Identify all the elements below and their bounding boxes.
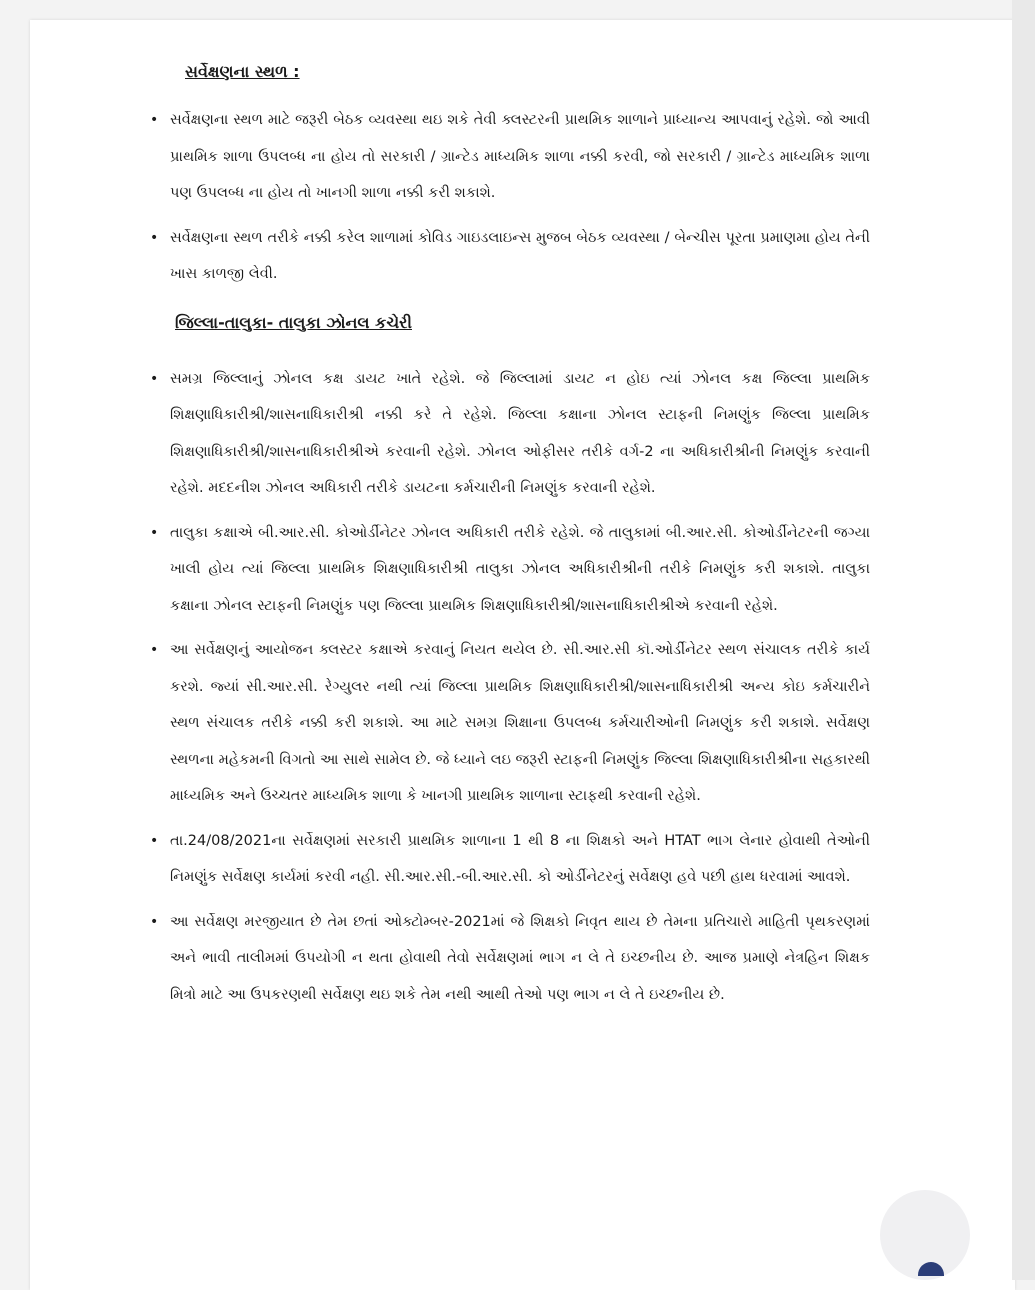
bullet-icon: • bbox=[150, 370, 159, 387]
bullet-icon: • bbox=[150, 832, 159, 849]
document-content bbox=[150, 60, 870, 1021]
bullet-icon: • bbox=[150, 642, 159, 658]
list-item bbox=[150, 904, 870, 1014]
list-item bbox=[150, 515, 870, 625]
list-item bbox=[150, 102, 870, 212]
section-heading-zonal-office: જિલ્લા-તાલુકા- તાલુકા ઝોનલ કચેરી bbox=[175, 312, 412, 332]
bullet-icon: • bbox=[150, 112, 159, 128]
list-item-text: આ સર્વેક્ષણનું આયોજન ક્લસ્ટર કક્ષાએ કરવાનું નિયત થયેલ છે. સી.આર.સી કૉ.ઓર્ડીનેટર સ્થળ સંચાલક તરીકે કાર્ય કરશે. જ્યાં સી.આર.સી. રેગ્યુલર નથી ત્યાં જિલ્લા પ્રાથમિક શિક્ષણાધિકારીશ્રી/શાસનાધિકારીશ્રી અન્ય કોઇ કર્મચારીને સ્થળ સંચાલક તરીકે નક્કી કરી શકાશે. આ માટે સમગ્ર શિક્ષાના ઉપલબ્ધ કર્મચારીઓની નિમણુંક કરી શકાશે. સર્વેક્ષણ સ્થળના મહેકમની વિગતો આ સાથે સામેલ છે. જે ધ્યાને લઇ જરૂરી સ્ટાફની નિમણુંક જિલ્લા શિક્ષણાધિકારીશ્રીના સહકારથી માધ્યમિક અને ઉચ્ચતર માધ્યમિક શાળા કે ખાનગી પ્રાથમિક શાળાના સ્ટાફથી કરવાની રહેશે. bbox=[170, 642, 870, 804]
bullet-icon: • bbox=[150, 524, 159, 541]
list-item-text: સર્વેક્ષણના સ્થળ માટે જરૂરી બેઠક વ્યવસ્થા થઇ શકે તેવી ક્લસ્ટરની પ્રાથમિક શાળાને પ્રાધ્યાન્ય આપવાનું રહેશે. જો આવી પ્રાથમિક શાળા ઉપલબ્ધ ના હોય તો સરકારી / ગ્રાન્ટેડ માધ્યમિક શાળા નક્કી કરવી, જો સરકારી / ગ્રાન્ટેડ માધ્યમિક શાળા પણ ઉપલબ્ધ ના હોય તો ખાનગી શાળા નક્કી કરી શકાશે. bbox=[170, 112, 870, 201]
list-item bbox=[150, 632, 870, 815]
list-item-text: આ સર્વેક્ષણ મરજીયાત છે તેમ છતાં ઓક્ટોમ્બર-2021માં જે શિક્ષકો નિવૃત થાય છે તેમના પ્રતિચારો માહિતી પૃથકરણમાં અને ભાવી તાલીમમાં ઉપયોગી ન થતા હોવાથી તેવો સર્વેક્ષણમાં ભાગ ન લે તે ઇચ્છનીય છે. આજ પ્રમાણે નેત્રહિન શિક્ષક મિત્રો માટે આ ઉપકરણથી સર્વેક્ષણ થઇ શકે તેમ નથી આથી તેઓ પણ ભાગ ન લે તે ઇચ્છનીય છે. bbox=[170, 913, 870, 1003]
section-heading-survey-location: સર્વેક્ષણના સ્થળ : bbox=[185, 62, 300, 81]
list-item-text: તા.24/08/2021ના સર્વેક્ષણમાં સરકારી પ્રાથમિક શાળાના 1 થી 8 ના શિક્ષકો અને HTAT ભાગ લેનાર હોવાથી તેઓની નિમણુંક સર્વેક્ષણ કાર્યમાં કરવી નહી. સી.આર.સી.-બી.આર.સી. કો ઓર્ડીનેટરનું સર્વેક્ષણ હવે પછી હાથ ધરવામાં આવશે. bbox=[170, 832, 870, 885]
list-item bbox=[150, 361, 870, 507]
zonal-office-list bbox=[150, 361, 870, 1014]
survey-location-list bbox=[150, 102, 870, 293]
list-item-text: તાલુકા કક્ષાએ બી.આર.સી. કોઓર્ડીનેટર ઝોનલ અધિકારી તરીકે રહેશે. જે તાલુકામાં બી.આર.સી. કોઓર્ડીનેટરની જગ્યા ખાલી હોય ત્યાં જિલ્લા પ્રાથમિક શિક્ષણાધિકારીશ્રી તાલુકા ઝોનલ અધિકારીશ્રીની તરીકે નિમણુંક કરી શકાશે. તાલુકા કક્ષાના ઝોનલ સ્ટાફની નિમણુંક પણ જિલ્લા પ્રાથમિક શિક્ષણાધિકારીશ્રી/શાસનાધિકારીશ્રીએ કરવાની રહેશે. bbox=[170, 524, 870, 614]
list-item bbox=[150, 823, 870, 896]
list-item-text: સમગ્ર જિલ્લાનું ઝોનલ કક્ષ ડાયટ ખાતે રહેશે. જે જિલ્લામાં ડાયટ ન હોઇ ત્યાં ઝોનલ કક્ષ જિલ્લા પ્રાથમિક શિક્ષણાધિકારીશ્રી/શાસનાધિકારીશ્રી નક્કી કરે તે રહેશે. જિલ્લા કક્ષાના ઝોનલ સ્ટાફની નિમણુંક જિલ્લા પ્રાથમિક શિક્ષણાધિકારીશ્રી/શાસનાધિકારીશ્રીએ કરવાની રહેશે. ઝોનલ ઓફીસર તરીકે વર્ગ-2 ના અધિકારીશ્રીની નિમણુંક કરવાની રહેશે. મદદનીશ ઝોનલ અધિકારી તરીકે ડાયટના કર્મચારીની નિમણુંક કરવાની રહેશે. bbox=[170, 370, 870, 496]
list-item bbox=[150, 220, 870, 293]
bullet-icon: • bbox=[150, 913, 159, 930]
list-item-text: સર્વેક્ષણના સ્થળ તરીકે નક્કી કરેલ શાળામાં કોવિડ ગાઇડલાઇન્સ મુજબ બેઠક વ્યવસ્થા / બેન્ચીસ પૂરતા પ્રમાણમા હોય તેની ખાસ કાળજી લેવી. bbox=[170, 229, 870, 282]
scrollbar-track[interactable] bbox=[1012, 0, 1035, 1280]
bullet-icon: • bbox=[150, 229, 159, 246]
